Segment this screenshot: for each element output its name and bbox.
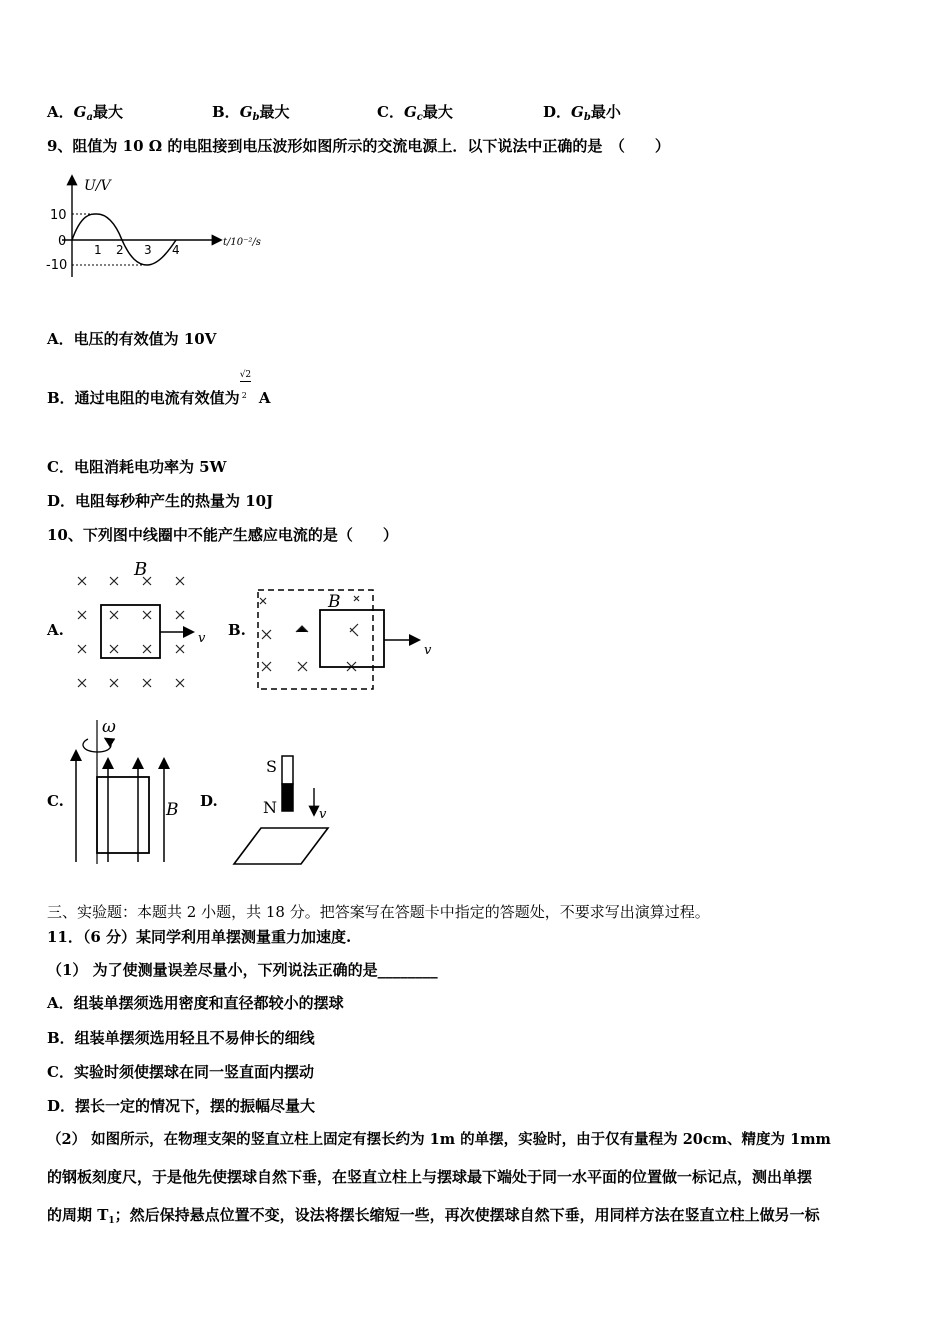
magnet-s-pole	[282, 756, 293, 784]
field-lines	[76, 752, 164, 862]
q10-stem: 10、下列图中线圈中不能产生感应电流的是（ ）	[47, 526, 398, 544]
q8-option-c: C．$G_c$最大	[377, 103, 453, 123]
x-tick-3: 3	[144, 243, 152, 257]
q9-option-c: C．电阻消耗电功率为 5W	[47, 458, 227, 476]
coil	[101, 605, 160, 658]
svg-text:v: v	[319, 807, 327, 822]
q11-option-b: B．组装单摆须选用轻且不易伸长的细线	[47, 1029, 315, 1047]
magnetic-field-crosses	[260, 596, 359, 671]
svg-text:v: v	[198, 631, 206, 646]
q9-voltage-graph	[40, 172, 290, 282]
q11-stem: 11．（6 分）某同学利用单摆测量重力加速度.	[47, 928, 352, 946]
fraction-denominator: 2	[241, 391, 247, 400]
section3-heading: 三、实验题：本题共 2 小题，共 18 分。把答案写在答题卡中指定的答题处，不要求写出演算过程。	[47, 903, 710, 921]
q11-part1: （1） 为了使测量误差尽量小，下列说法正确的是________	[47, 961, 438, 979]
q11-option-a: A．组装单摆须选用密度和直径都较小的摆球	[47, 994, 344, 1012]
q11-part2-line3: 的周期 $T_1$；然后保持悬点位置不变，设法将摆长缩短一些，再次使摆球自然下垂，用同样方法在竖直立柱上做另一标	[47, 1206, 820, 1226]
coil	[320, 610, 384, 667]
svg-text:B: B	[134, 559, 148, 580]
q8-option-d: D．$G_b$最小	[543, 103, 621, 123]
coil	[97, 777, 149, 853]
x-tick-2: 2	[116, 243, 124, 257]
coil	[234, 828, 328, 864]
x-tick-1: 1	[94, 243, 102, 257]
q10-label-d: D.	[200, 792, 218, 810]
x-axis-label: t/10⁻²/s	[223, 237, 261, 248]
svg-text:B: B	[328, 592, 341, 612]
svg-text:B: B	[166, 800, 179, 820]
field-boundary	[258, 590, 373, 689]
q11-part2-line1: （2） 如图所示，在物理支架的竖直立柱上固定有摆长约为 1m 的单摆，实验时，由于仅有量程为 20cm、精度为 1mm	[47, 1131, 831, 1148]
q11-option-c: C．实验时须使摆球在同一竖直面内摆动	[47, 1063, 314, 1081]
svg-text:v: v	[424, 643, 432, 658]
q9-stem: 9、阻值为 10 Ω 的电阻接到电压波形如图所示的交流电源上．以下说法中正确的是 （ ）	[47, 137, 670, 155]
q11-part2-line2: 的钢板刻度尺，于是他先使摆球自然下垂，在竖直立柱上与摆球最下端处于同一水平面的位置做一标记点，测出单摆	[47, 1168, 813, 1186]
svg-text:ω: ω	[102, 717, 116, 737]
q9-option-d: D．电阻每秒种产生的热量为 10J	[47, 492, 274, 510]
q10-label-a: A.	[47, 621, 64, 639]
svg-text:S: S	[266, 757, 277, 776]
y-tick-0: 0	[58, 234, 67, 249]
y-tick-minus10: -10	[46, 258, 68, 273]
q8-option-b: B．$G_b$最大	[212, 103, 290, 123]
q11-option-d: D．摆长一定的情况下，摆的振幅尽量大	[47, 1097, 316, 1115]
q9-option-a: A．电压的有效值为 10V	[47, 330, 217, 348]
y-tick-10: 10	[50, 208, 67, 223]
magnet-n-pole	[282, 784, 293, 811]
q10-figure-a	[70, 555, 220, 700]
q9-option-b: B．通过电阻的电流有效值为 $\frac{√2}{2}$ A	[47, 370, 271, 407]
q10-label-b: B.	[228, 621, 246, 639]
y-axis-label: U/V	[84, 178, 111, 194]
q10-figure-c	[68, 712, 188, 867]
q10-figure-d	[228, 748, 348, 868]
x-tick-4: 4	[172, 243, 180, 257]
q8-option-a: A．$G_a$最大	[47, 103, 123, 123]
q10-figure-b	[250, 580, 445, 695]
q10-label-c: C.	[47, 792, 64, 810]
fraction-numerator: √2	[239, 370, 252, 380]
svg-text:N: N	[263, 798, 277, 817]
